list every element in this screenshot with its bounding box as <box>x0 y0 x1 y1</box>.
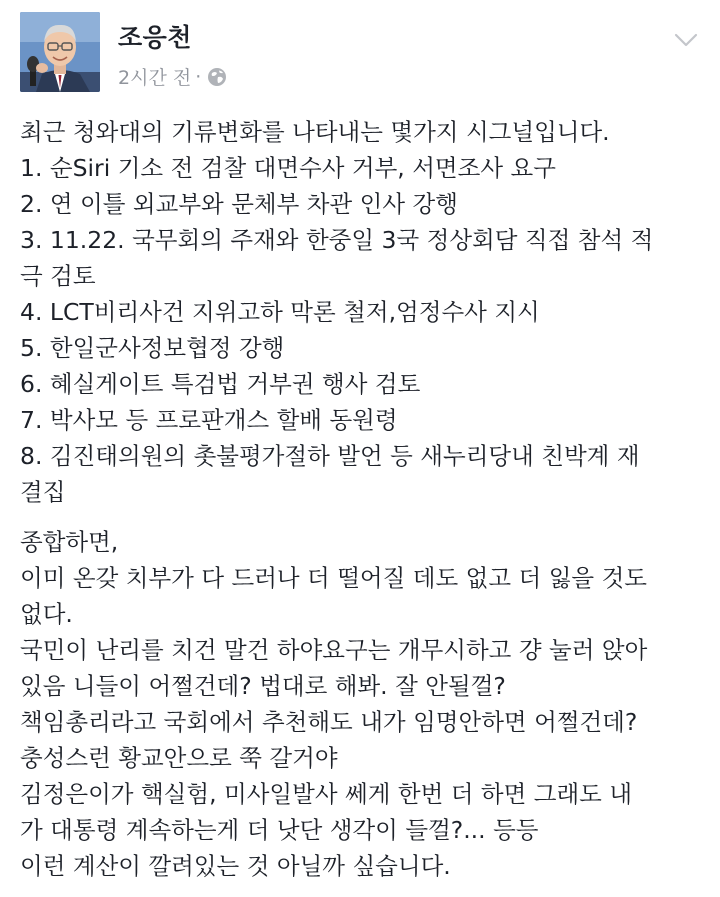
post-line: 충성스런 황교안으로 쭉 갈거야 <box>20 744 338 772</box>
post-line: 6. 혜실게이트 특검법 거부권 행사 검토 <box>20 370 421 398</box>
post-line: 최근 청와대의 기류변화를 나타내는 몇가지 시그널입니다. <box>20 118 610 146</box>
post-line: 없다. <box>20 600 73 628</box>
post-line: 결집 <box>20 478 66 506</box>
meta-separator: · <box>195 65 202 88</box>
post-line: 8. 김진태의원의 촛불평가절하 발언 등 새누리당내 친박계 재 <box>20 442 640 470</box>
post-line: 책임총리라고 국회에서 추천해도 내가 임명안하면 어쩔건데? <box>20 708 638 736</box>
paragraph-gap <box>20 510 710 524</box>
post-line: 2. 연 이틀 외교부와 문체부 차관 인사 강행 <box>20 190 458 218</box>
post-line: 1. 순Siri 기소 전 검찰 대면수사 거부, 서면조사 요구 <box>20 154 556 182</box>
post-line: 있음 니들이 어쩔건데? 법대로 해봐. 잘 안될껄? <box>20 672 506 700</box>
chevron-down-icon[interactable] <box>672 26 700 54</box>
post-line: 극 검토 <box>20 262 96 290</box>
post-line: 5. 한일군사정보협정 강행 <box>20 334 285 362</box>
post-line: 김정은이가 핵실험, 미사일발사 쎄게 한번 더 하면 그래도 내 <box>20 780 633 808</box>
post-line: 종합하면, <box>20 528 119 556</box>
post-body <box>20 114 710 884</box>
post-line: 국민이 난리를 치건 말건 하야요구는 개무시하고 걍 눌러 앉아 <box>20 636 648 664</box>
post-line: 이런 계산이 깔려있는 것 아닐까 싶습니다. <box>20 852 451 880</box>
globe-icon[interactable] <box>207 67 227 87</box>
post-line: 가 대통령 계속하는게 더 낫단 생각이 들껄?... 등등 <box>20 816 539 844</box>
avatar-photo <box>20 12 100 92</box>
post-line: 3. 11.22. 국무회의 주재와 한중일 3국 정상회담 직접 참석 적 <box>20 226 654 254</box>
post-meta <box>118 63 227 90</box>
post-line: 7. 박사모 등 프로판개스 할배 동원령 <box>20 406 398 434</box>
post-time[interactable]: 2시간 전 <box>118 67 192 89</box>
post-header <box>20 12 700 96</box>
avatar[interactable] <box>20 12 100 92</box>
post-line: 이미 온갖 치부가 다 드러나 더 떨어질 데도 없고 더 잃을 것도 <box>20 564 647 592</box>
post-line: 4. LCT비리사건 지위고하 막론 철저,엄정수사 지시 <box>20 298 540 326</box>
author-name[interactable]: 조응천 <box>118 23 192 52</box>
